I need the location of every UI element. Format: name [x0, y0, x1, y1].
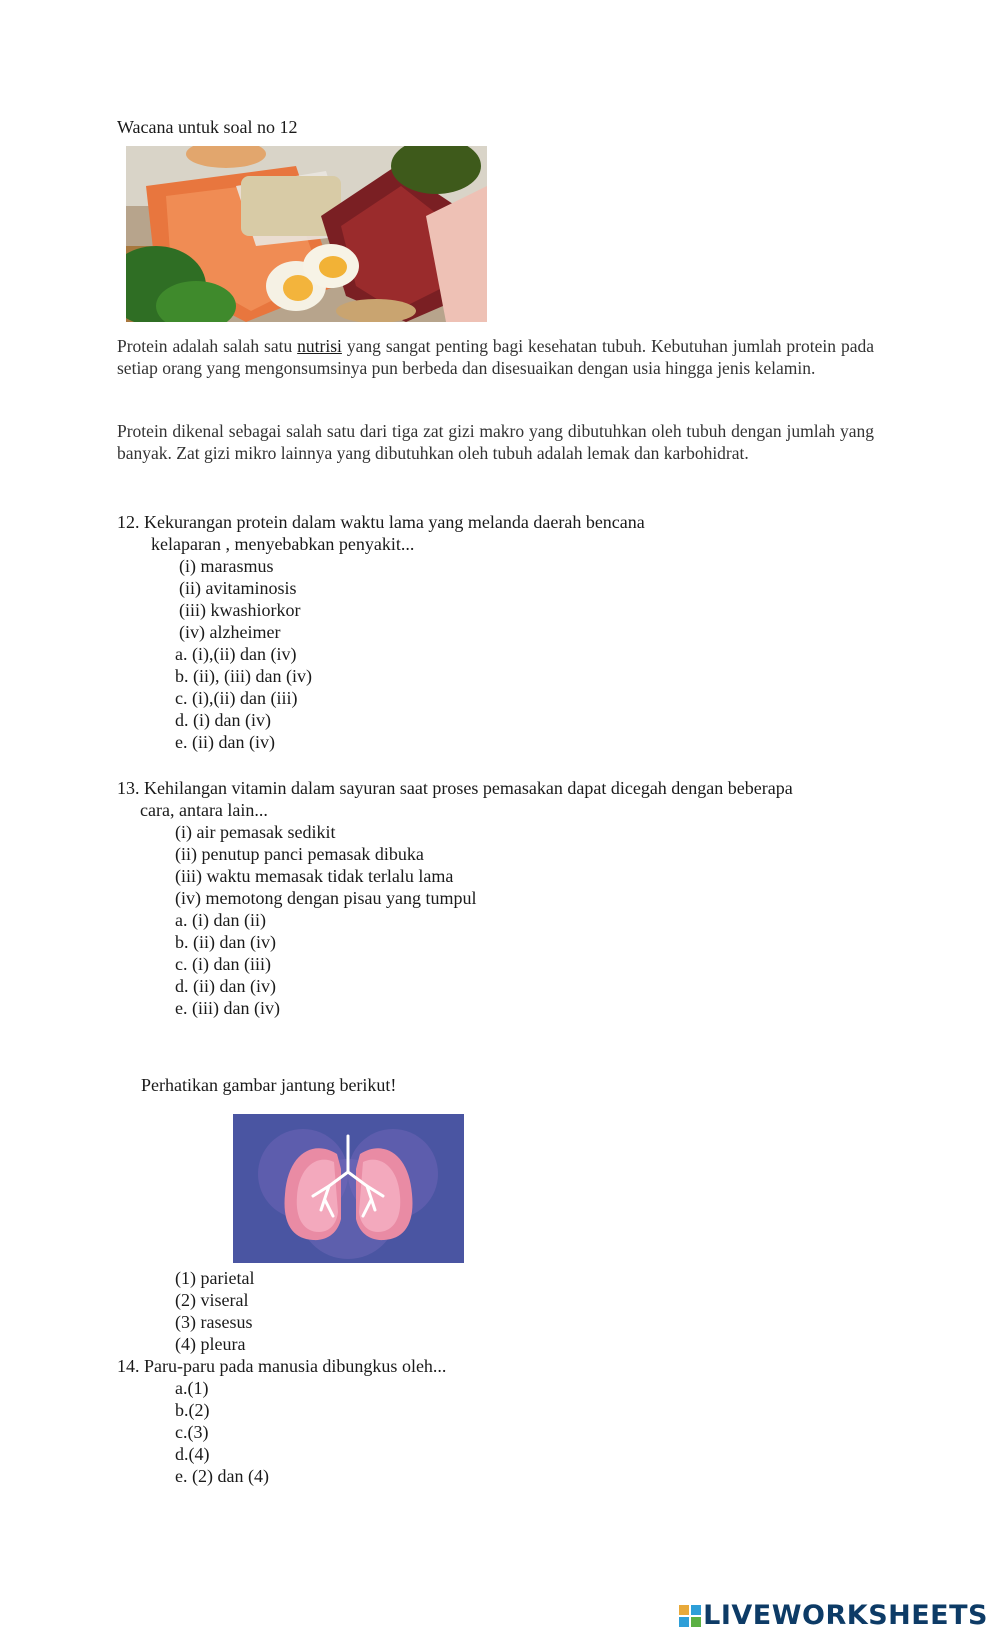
q12-stem-line2: kelaparan , menyebabkan penyakit... — [151, 534, 415, 554]
q14-item: (3) rasesus — [175, 1312, 253, 1332]
q13-option-b: b. (ii) dan (iv) — [175, 932, 276, 952]
liveworksheets-logo[interactable] — [679, 1600, 988, 1631]
q13-option-e: e. (iii) dan (iv) — [175, 998, 280, 1018]
q14-option-a: a.(1) — [175, 1378, 209, 1398]
q13-item: (i) air pemasak sedikit — [175, 822, 336, 842]
q12-item: (ii) avitaminosis — [179, 578, 297, 598]
q14-option-e: e. (2) dan (4) — [175, 1466, 269, 1486]
q14-option-c: c.(3) — [175, 1422, 209, 1442]
q12-option-d: d. (i) dan (iv) — [175, 710, 271, 730]
figure-prompt: Perhatikan gambar jantung berikut! — [141, 1075, 397, 1095]
lungs-image — [233, 1114, 464, 1263]
q12-option-b: b. (ii), (iii) dan (iv) — [175, 666, 312, 686]
q12-option-a: a. (i),(ii) dan (iv) — [175, 644, 297, 664]
brand-name: LIVEWORKSHEETS — [703, 1600, 988, 1631]
q14-item: (2) viseral — [175, 1290, 249, 1310]
q14-item: (4) pleura — [175, 1334, 246, 1354]
paragraph-1-text-a: Protein adalah salah satu — [117, 336, 298, 356]
q14-option-d: d.(4) — [175, 1444, 210, 1464]
q12-option-e: e. (ii) dan (iv) — [175, 732, 275, 752]
q13-option-c: c. (i) dan (iii) — [175, 954, 271, 974]
q13-option-a: a. (i) dan (ii) — [175, 910, 266, 930]
q13-item: (ii) penutup panci pemasak dibuka — [175, 844, 424, 864]
nutrisi-link[interactable]: nutrisi — [297, 336, 342, 356]
q13-option-d: d. (ii) dan (iv) — [175, 976, 276, 996]
q14-option-b: b.(2) — [175, 1400, 210, 1420]
q13-stem-line1: 13. Kehilangan vitamin dalam sayuran saat proses pemasakan dapat dicegah dengan beberapa — [117, 778, 793, 798]
q13-stem-line2: cara, antara lain... — [140, 800, 268, 820]
q13-item: (iii) waktu memasak tidak terlalu lama — [175, 866, 454, 886]
q14-stem: 14. Paru-paru pada manusia dibungkus oleh... — [117, 1356, 447, 1376]
passage-label: Wacana untuk soal no 12 — [117, 117, 298, 137]
q14-item: (1) parietal — [175, 1268, 255, 1288]
logo-icon — [679, 1605, 701, 1627]
q12-item: (iii) kwashiorkor — [179, 600, 301, 620]
paragraph-2: Protein dikenal sebagai salah satu dari tiga zat gizi makro yang dibutuhkan oleh tubuh dengan jumlah yang banyak. Zat gizi mikro lainnya yang dibutuhkan oleh tubuh adalah lemak dan karbohidrat. — [117, 421, 874, 463]
q12-item: (i) marasmus — [179, 556, 274, 576]
paragraph-1 — [117, 335, 874, 379]
q13-item: (iv) memotong dengan pisau yang tumpul — [175, 888, 477, 908]
protein-food-image — [126, 146, 487, 322]
q12-item: (iv) alzheimer — [179, 622, 281, 642]
paragraph-1-text-b: yang sangat penting bagi kesehatan tubuh. Kebutuhan jumlah protein pada setiap orang yang mengonsumsinya pun berbeda dan disesuaikan dengan usia hingga jenis kelamin. — [117, 336, 874, 378]
q12-option-c: c. (i),(ii) dan (iii) — [175, 688, 298, 708]
q12-stem-line1: 12. Kekurangan protein dalam waktu lama yang melanda daerah bencana — [117, 512, 645, 532]
